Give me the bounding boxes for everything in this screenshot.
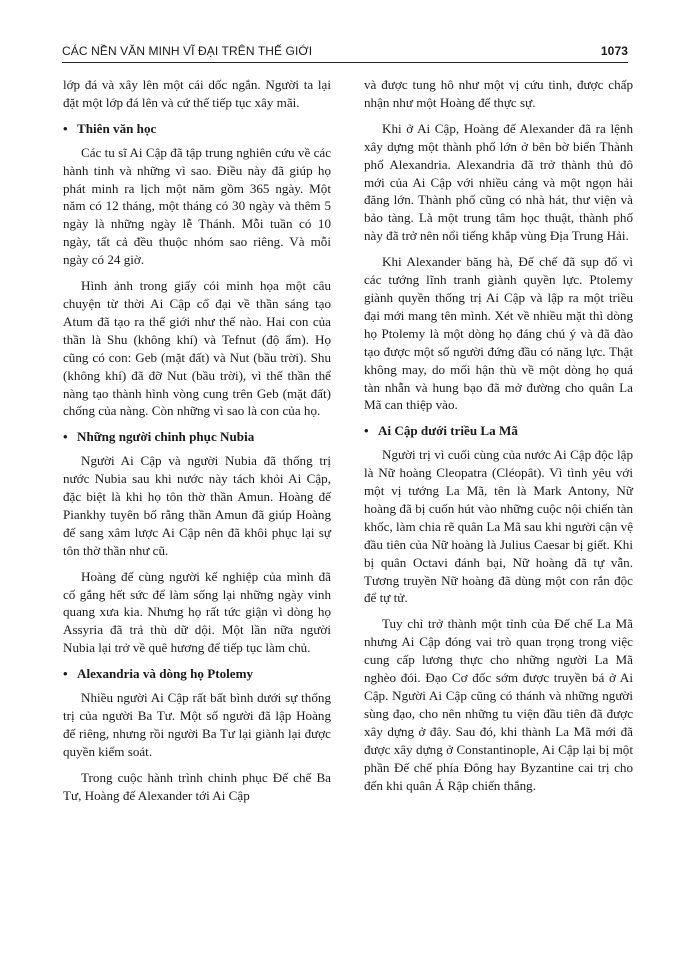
paragraph: và được tung hô như một vị cứu tinh, được chấp nhận như một Hoàng đế thực sự. — [364, 77, 633, 110]
paragraph: Khi ở Ai Cập, Hoàng đế Alexander đã ra lệnh xây dựng một thành phố lớn ở bên bờ biển Thành phố Alexandria. Alexandria đã trở thành thủ đô mới của Ai Cập với nhiều cảng và một ngọn hải đăng lớn. Thành phố cũng có nhà hát, thư viện và bảo tàng. Là một trung tâm học thuật, thành phố này đã trở nên nổi tiếng khắp vùng Địa Trung Hải. — [364, 120, 633, 244]
bullet-icon: • — [63, 120, 68, 136]
section-heading-astronomy — [63, 120, 331, 138]
section-heading-nubia — [63, 428, 331, 446]
left-column — [63, 76, 331, 813]
right-column — [364, 76, 633, 802]
paragraph: Trong cuộc hành trình chinh phục Đế chế Ba Tư, Hoàng đế Alexander tới Ai Cập — [63, 769, 331, 803]
paragraph: Hoàng đế cùng người kế nghiệp của mình đã cố gắng hết sức để làm sống lại những ngày vinh quang xưa kia. Nhưng họ rất tức giận vì dòng họ Assyria đã trả thù dữ dội. Một lần nữa người Nubia lại trở về quê hương để tiếp tục làm chủ. — [63, 568, 331, 656]
paragraph: Hình ảnh trong giấy cói minh họa một câu chuyện từ thời Ai Cập cổ đại về thần sáng tạo Atum đã tạo ra thế giới như thế nào. Hai con của thần là Shu (không khí) và Tefnut (độ ẩm). Họ cũng có con: Geb (mặt đất) và Nut (bầu trời). Shu (không khí) đã đỡ Nut (bầu trời), vì thế thần thể nàng tạo thành hình vòng cung trên Geb (mặt đất) chống của nàng. Còn những vì sao là con của họ. — [63, 278, 331, 419]
paragraph: lớp đá và xây lên một cái dốc ngắn. Người ta lại đặt một lớp đá lên và cứ thế tiếp tục xây mãi. — [63, 77, 331, 110]
paragraph: Nhiều người Ai Cập rất bất bình dưới sự thống trị của người Ba Tư. Một số người đã lập Hoàng đế riêng, nhưng rồi người Ba Tư lại giành lại được quyền kiểm soát. — [63, 690, 331, 759]
paragraph: Khi Alexander băng hà, Đế chế đã sụp đổ vì các tướng lĩnh tranh giành quyền lực. Ptolemy giành quyền thống trị Ai Cập và lập ra một triều đại mới mang tên mình. Xét về nhiều mặt thì dòng họ Ptolemy là một dòng họ đáng chú ý và đã đào tạo được một số người đứng đầu có năng lực. Thật không may, do mối hận thù về một dòng họ quá tàn nhẫn và hung bạo đã mở đường cho quân La Mã can thiệp vào. — [364, 254, 633, 413]
heading-text: Thiên văn học — [77, 120, 157, 136]
bullet-icon: • — [63, 666, 68, 682]
heading-text: Ai Cập dưới triều La Mã — [378, 423, 518, 439]
paragraph: Người trị vì cuối cùng của nước Ai Cập độc lập là Nữ hoàng Cleopatra (Cléopât). Vì tình yêu với một vị tướng La Mã, tên là Mark Antony, Nữ hoàng đã bị cuốn hút vào những cuộc nội chiến tàn khốc, làm chia rẽ quân La Mã sau khi người cận vệ đầu tiên của Nữ hoàng là Julius Caesar bị giết. Khi bị quân Octavi đánh bại, Nữ hoàng đã tự vẫn. Tương truyền Nữ hoàng đã dùng một con rắn độc để tự tử. — [364, 447, 633, 606]
bullet-icon: • — [63, 429, 68, 445]
paragraph: Người Ai Cập và người Nubia đã thống trị nước Nubia sau khi nước này tách khỏi Ai Cập, đặc biệt là khi họ tôn thờ thần Amun. Hoàng đế Piankhy tuyên bố rằng thần Amun đã giúp Hoàng đế sang xâm lược Ai Cập nên đã khôi phục lại sự tôn thờ thần như cũ. — [63, 453, 331, 558]
paragraph: Các tu sĩ Ai Cập đã tập trung nghiên cứu về các hành tinh và những vì sao. Điều này đã giúp họ phát minh ra lịch một năm gồm 365 ngày. Một năm có 12 tháng, một tháng có 30 ngày và thêm 5 ngày là những ngày lễ Thánh. Mỗi tuần có 10 ngày, tất cả đều thuộc nhóm sao riêng. Và mỗi ngày có 24 giờ. — [63, 144, 331, 268]
page-number: 1073 — [600, 44, 628, 58]
heading-text: Những người chinh phục Nubia — [77, 429, 255, 445]
bullet-icon: • — [364, 423, 369, 439]
paragraph: Tuy chỉ trở thành một tỉnh của Đế chế La Mã nhưng Ai Cập đóng vai trò quan trọng trong việc cung cấp lương thực cho những người La Mã nghèo đói. Đạo Cơ đốc sớm được truyền bá ở Ai Cập. Người Ai Cập cũng có thánh và những người sùng đạo, cho nên những tu viện đầu tiên đã được xây dựng ở đây. Sau đó, khi thành La Mã mới đã được xây dựng ở Constantinople, Ai Cập lại bị một phần Đế chế phía Đông hay Byzantine cai trị cho đến khi quân Ả Rập chiến thắng. — [364, 616, 633, 793]
heading-text: Alexandria và dòng họ Ptolemy — [77, 666, 254, 682]
section-heading-roman-egypt — [364, 422, 633, 440]
running-header-title: CÁC NỀN VĂN MINH VĨ ĐẠI TRÊN THẾ GIỚI — [62, 44, 313, 58]
running-header — [62, 40, 628, 63]
section-heading-alexandria — [63, 665, 331, 683]
